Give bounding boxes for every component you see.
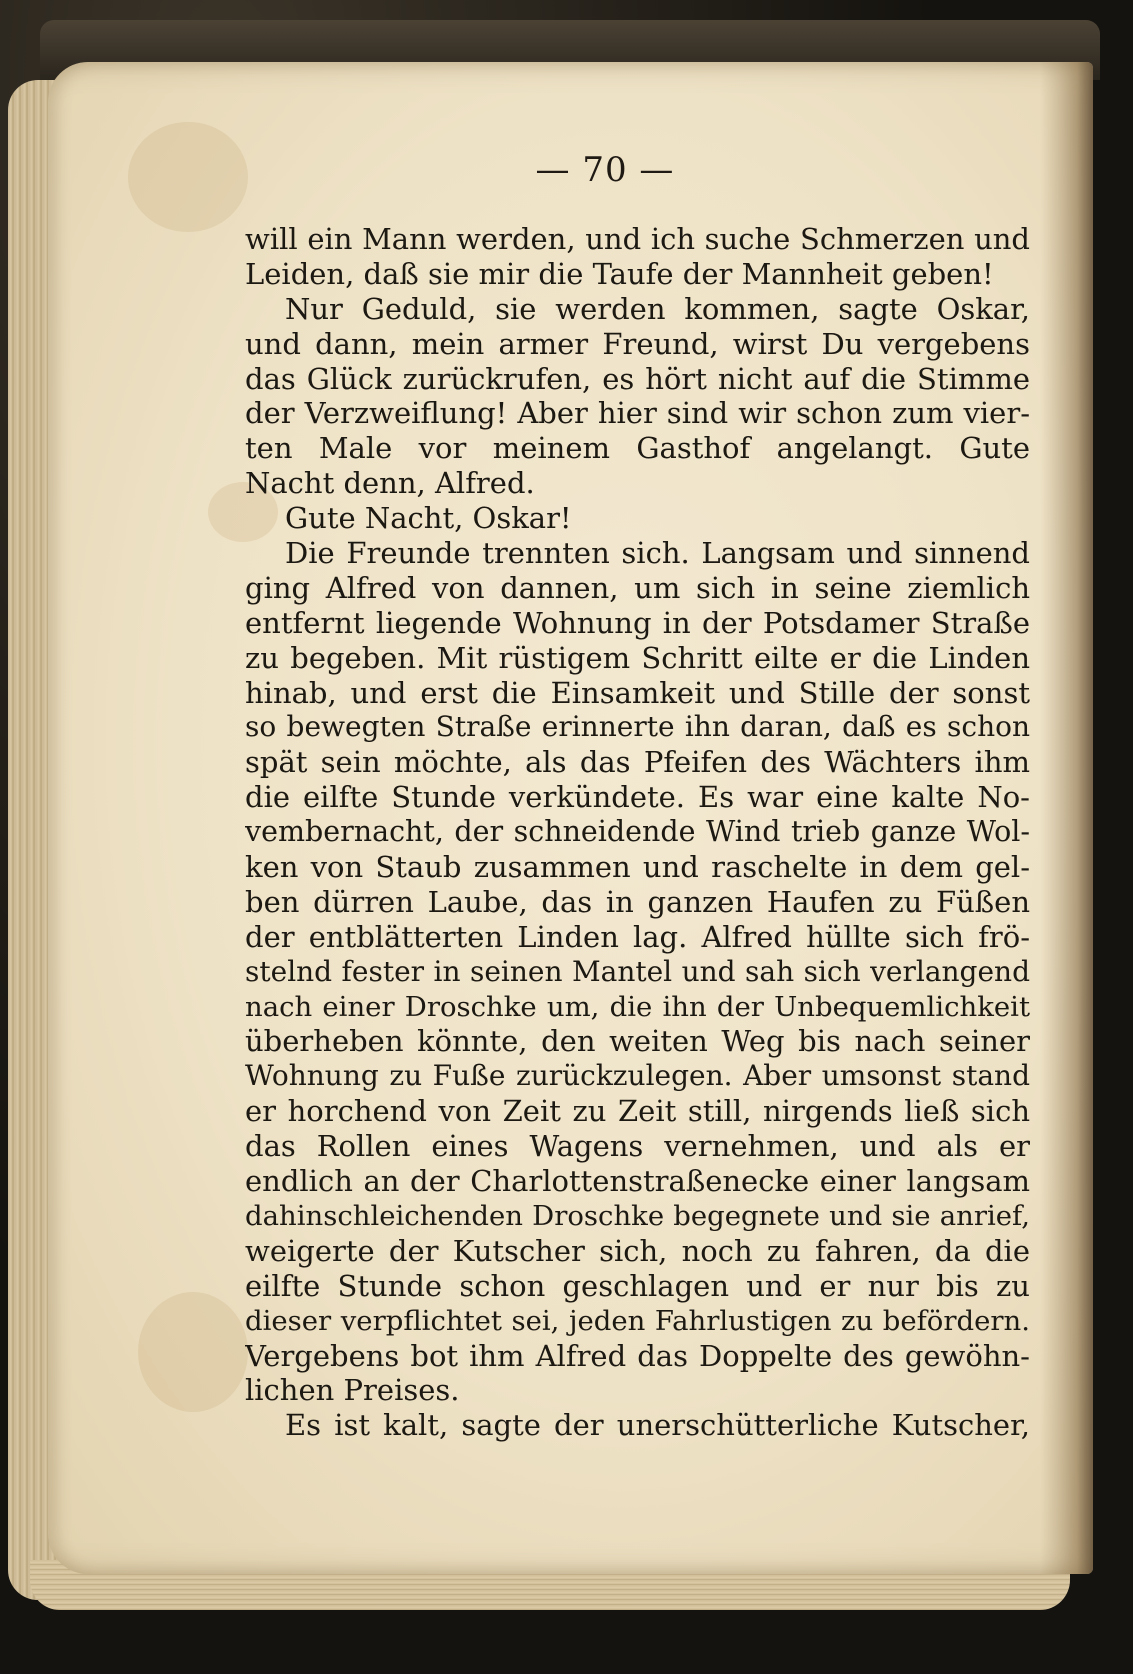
text-line: ging Alfred von dannen, um sich in seine ziemlich xyxy=(245,570,1030,605)
gutter-shadow xyxy=(1040,62,1093,1574)
text-line: Vergebens bot ihm Alfred das Doppelte des gewöhn- xyxy=(245,1338,1030,1373)
text-line: vembernacht, der schneidende Wind trieb ganze Wol- xyxy=(245,815,1030,849)
text-line: Die Freunde trennten sich. Langsam und sinnend xyxy=(285,536,1030,571)
text-line: das Rollen eines Wagens vernehmen, und als er xyxy=(245,1129,1030,1164)
text-line: eilfte Stunde schon geschlagen und er nur bis zu xyxy=(245,1268,1030,1303)
text-line: nach einer Droschke um, die ihn der Unbequemlichkeit xyxy=(245,990,1030,1023)
page-number: — 70 — xyxy=(535,150,675,190)
text-line: hinab, und erst die Einsamkeit und Stille der sonst xyxy=(245,675,1030,710)
body-text xyxy=(245,222,1030,1443)
text-line: Nacht denn, Alfred. xyxy=(245,466,535,501)
text-line: so bewegten Straße erinnerte ihn daran, daß es schon xyxy=(245,710,1030,744)
text-line: Gute Nacht, Oskar! xyxy=(285,501,572,536)
text-line: dieser verpflichtet sei, jeden Fahrlustigen zu befördern. xyxy=(245,1304,1030,1337)
text-line: entfernt liegende Wohnung in der Potsdamer Straße xyxy=(245,605,1030,640)
text-line: der Verzweiflung! Aber hier sind wir schon zum vier- xyxy=(245,396,1030,431)
stain xyxy=(128,122,248,232)
text-line: ben dürren Laube, das in ganzen Haufen zu Füßen xyxy=(245,884,1030,919)
text-line: überheben könnte, den weiten Weg bis nach seiner xyxy=(245,1024,1030,1059)
text-line: das Glück zurückrufen, es hört nicht auf die Stimme xyxy=(245,361,1030,396)
text-line: stelnd fester in seinen Mantel und sah sich verlangend xyxy=(245,954,1030,988)
text-line: Wohnung zu Fuße zurückzulegen. Aber umsonst stand xyxy=(245,1059,1030,1093)
text-line: er horchend von Zeit zu Zeit still, nirgends ließ sich xyxy=(245,1094,1030,1129)
text-line: weigerte der Kutscher sich, noch zu fahren, da die xyxy=(245,1233,1030,1268)
text-line: ken von Staub zusammen und raschelte in dem gel- xyxy=(245,850,1030,885)
text-line: lichen Preises. xyxy=(245,1373,460,1408)
text-line: spät sein möchte, als das Pfeifen des Wächters ihm xyxy=(245,745,1030,780)
text-line: Es ist kalt, sagte der unerschütterliche Kutscher, xyxy=(285,1408,1030,1443)
text-line: dahinschleichenden Droschke begegnete und sie anrief, xyxy=(245,1199,1030,1232)
text-line: endlich an der Charlottenstraßenecke einer langsam xyxy=(245,1164,1030,1199)
text-line: will ein Mann werden, und ich suche Schmerzen und xyxy=(245,222,1030,256)
text-line: die eilfte Stunde verkündete. Es war eine kalte No- xyxy=(245,780,1030,815)
text-line: und dann, mein armer Freund, wirst Du vergebens xyxy=(245,326,1030,361)
text-line: der entblätterten Linden lag. Alfred hüllte sich frö- xyxy=(245,919,1030,954)
stain xyxy=(138,1292,248,1412)
text-line: Nur Geduld, sie werden kommen, sagte Oskar, xyxy=(285,291,1030,326)
text-line: ten Male vor meinem Gasthof angelangt. Gute xyxy=(245,431,1030,466)
text-line: zu begeben. Mit rüstigem Schritt eilte er die Linden xyxy=(245,640,1030,675)
text-line: Leiden, daß sie mir die Taufe der Mannheit geben! xyxy=(245,256,994,291)
